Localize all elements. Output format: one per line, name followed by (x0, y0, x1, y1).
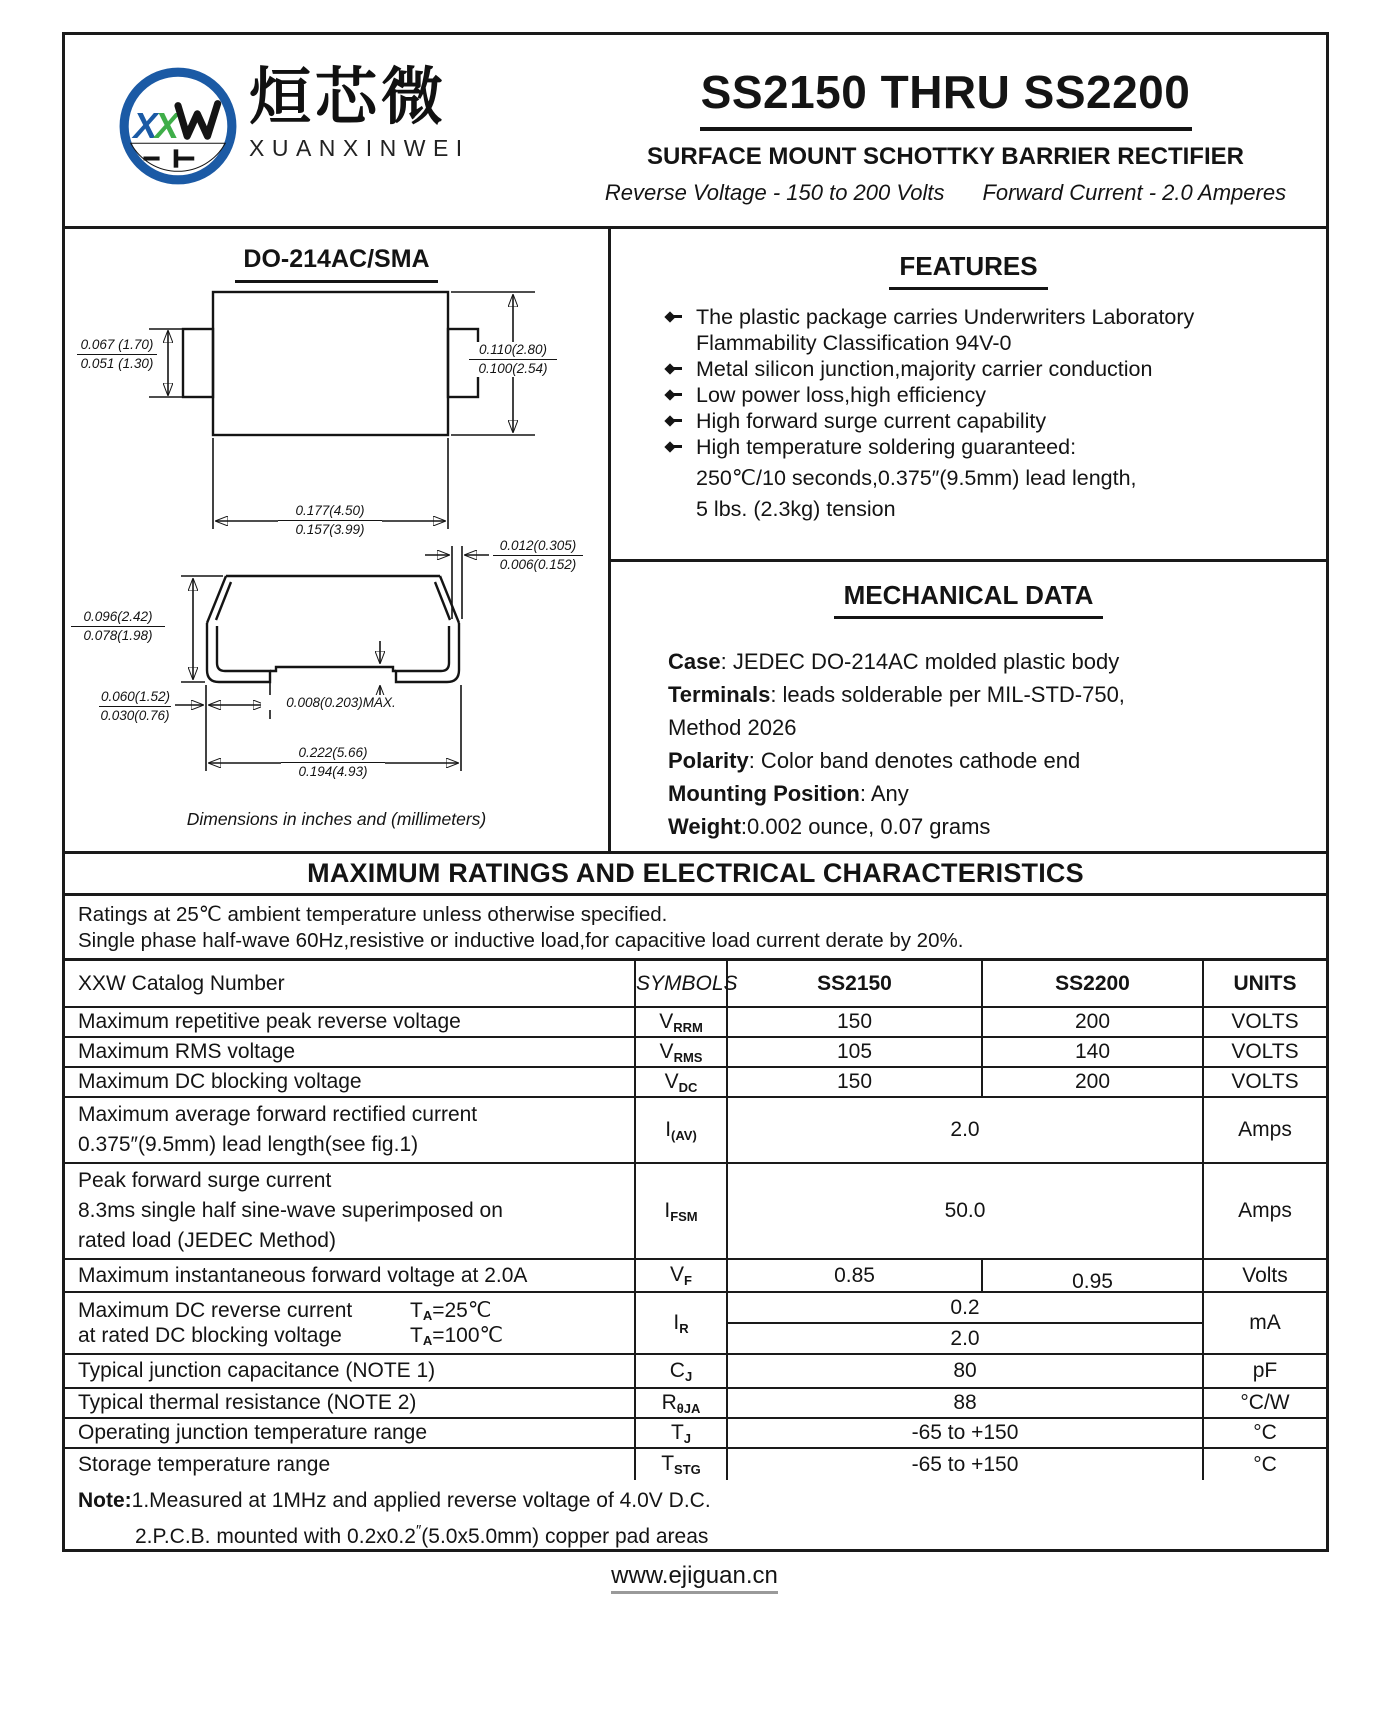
row-name-line: 0.375″(9.5mm) lead length(see fig.1) (78, 1133, 419, 1156)
row-unit: °C (1203, 1418, 1326, 1448)
logo-letter-x1: X (133, 105, 158, 147)
electrical-characteristics-table (65, 961, 1326, 1480)
features-section (611, 229, 1326, 562)
note-text: (5.0x5.0mm) copper pad areas (421, 1525, 709, 1548)
symbol-sub: RRM (673, 1019, 703, 1035)
diamond-arrow-left-icon (666, 313, 688, 321)
dim-body-width (278, 503, 382, 538)
dim-value: 0.194(4.93) (298, 763, 368, 779)
column-header-ss2150: SS2150 (727, 961, 982, 1007)
row-name: Maximum RMS voltage (65, 1037, 635, 1067)
dim-value: 0.157(3.99) (295, 521, 365, 537)
title-rule (700, 127, 1192, 131)
row-name-line: Peak forward surge current (78, 1169, 332, 1192)
feature-continuation: 250℃/10 seconds,0.375″(9.5mm) lead length, (696, 465, 1137, 490)
xxw-circle-diode-icon (117, 63, 239, 189)
dim-value: 0.006(0.152) (499, 556, 577, 572)
symbol-sub: F (684, 1273, 692, 1288)
value-ss2150: 105 (727, 1037, 982, 1067)
table-row (65, 1418, 1326, 1448)
row-name: Typical junction capacitance (NOTE 1) (65, 1354, 635, 1388)
row-name: Maximum instantaneous forward voltage at 2.0A (65, 1259, 635, 1292)
row-name-line: Maximum average forward rectified current (78, 1103, 478, 1126)
dim-lead-thickness (493, 538, 583, 573)
dim-body-height (469, 342, 557, 377)
symbol-main: V (670, 1263, 685, 1286)
mech-label: Terminals (668, 681, 771, 707)
mech-label: Case (668, 648, 721, 674)
list-item (668, 777, 1326, 810)
list-item (668, 678, 1326, 711)
symbol-sub: J (683, 1430, 692, 1446)
row-unit: mA (1203, 1292, 1326, 1354)
row-name-line: 8.3ms single half sine-wave superimposed on (78, 1199, 503, 1222)
feature-text: Low power loss,high efficiency (696, 382, 987, 407)
notes-section (65, 1480, 1326, 1549)
dim-tab-height (77, 337, 157, 372)
mech-text: : Color band denotes cathode end (748, 747, 1081, 773)
note-text: 2.P.C.B. mounted with 0.2x0.2 (135, 1525, 416, 1548)
symbol-sub: J (684, 1368, 693, 1384)
note-text: 1.Measured at 1MHz and applied reverse voltage of 4.0V D.C. (131, 1489, 711, 1512)
condition-value (410, 1324, 503, 1347)
table-row (65, 1259, 1326, 1292)
list-item (668, 744, 1326, 777)
value-ss2150: 0.85 (727, 1259, 982, 1292)
package-side-view-drawing (175, 546, 489, 771)
row-symbol (635, 1163, 727, 1259)
table-row (65, 1067, 1326, 1097)
dim-package-height (71, 609, 165, 644)
row-symbol (635, 1292, 727, 1354)
dim-value: 0.078(1.98) (83, 627, 153, 643)
tagline-reverse-voltage: Reverse Voltage - 150 to 200 Volts (604, 180, 945, 205)
header (65, 35, 1326, 229)
condition-symbol: T (410, 1324, 423, 1347)
condition-symbol-sub: A (422, 1308, 433, 1323)
row-name-line (78, 1323, 626, 1348)
column-header-ss2200: SS2200 (982, 961, 1203, 1007)
dim-standoff: 0.008(0.203)MAX. (261, 695, 421, 710)
logo-letter-x2: X (154, 105, 180, 147)
value-merged: 88 (727, 1388, 1203, 1418)
row-symbol (635, 1418, 727, 1448)
diamond-arrow-left-icon (666, 443, 688, 451)
table-row (65, 1097, 1326, 1163)
table-row (65, 1037, 1326, 1067)
ratings-condition-line: Single phase half-wave 60Hz,resistive or inductive load,for capacitive load current derate by 20%. (78, 928, 964, 952)
title-block (565, 35, 1326, 226)
feature-text: High temperature soldering guaranteed: (696, 434, 1077, 459)
mechanical-data-list (611, 645, 1326, 843)
row-unit: Amps (1203, 1097, 1326, 1163)
dim-value: 0.012(0.305) (493, 538, 583, 556)
value-merged: 2.0 (727, 1323, 1203, 1354)
mech-text: :0.002 ounce, 0.07 grams (740, 813, 991, 839)
dim-overall-width (281, 745, 385, 780)
column-header-units: UNITS (1203, 961, 1326, 1007)
list-item (666, 434, 1306, 460)
note-line (78, 1489, 1326, 1513)
condition-rest: =100℃ (432, 1324, 504, 1347)
website-link[interactable]: www.ejiguan.cn (611, 1562, 778, 1594)
value-ss2200 (982, 1259, 1203, 1292)
tagline-forward-current: Forward Current - 2.0 Amperes (982, 180, 1287, 205)
mech-label: Polarity (668, 747, 749, 773)
row-name: Storage temperature range (65, 1448, 635, 1480)
symbol-main: V (659, 1009, 674, 1033)
value-ss2150: 150 (727, 1067, 982, 1097)
device-subtitle: SURFACE MOUNT SCHOTTKY BARRIER RECTIFIER (647, 143, 1244, 170)
row-name: Typical thermal resistance (NOTE 2) (65, 1388, 635, 1418)
logo-chinese-name: 烜芯微 (249, 63, 448, 132)
mech-text: Method 2026 (668, 714, 797, 740)
value-merged: 80 (727, 1354, 1203, 1388)
column-header-catalog: XXW Catalog Number (65, 961, 635, 1007)
mech-text: : JEDEC DO-214AC molded plastic body (720, 648, 1120, 674)
dim-value: 0.100(2.54) (478, 360, 548, 376)
ratings-banner: MAXIMUM RATINGS AND ELECTRICAL CHARACTERISTICS (65, 854, 1326, 896)
symbol-main: C (669, 1358, 685, 1382)
symbol-sub: (AV) (671, 1127, 697, 1143)
value-text: 0.95 (1072, 1269, 1113, 1293)
logo-text (249, 63, 470, 226)
condition-label: Maximum DC reverse current (78, 1299, 353, 1322)
diamond-arrow-left-icon (666, 391, 688, 399)
row-name-line: rated load (JEDEC Method) (78, 1229, 336, 1252)
value-ss2200: 200 (982, 1007, 1203, 1037)
value-ss2200: 140 (982, 1037, 1203, 1067)
symbol-main: T (670, 1420, 684, 1444)
dim-value: 0.177(4.50) (278, 503, 382, 521)
mech-label: Weight (668, 813, 741, 839)
symbol-main: I (665, 1117, 672, 1141)
dim-value: 0.060(1.52) (99, 689, 171, 707)
condition-label: at rated DC blocking voltage (78, 1324, 342, 1347)
row-unit: °C/W (1203, 1388, 1326, 1418)
row-symbol (635, 1448, 727, 1480)
row-name: Operating junction temperature range (65, 1418, 635, 1448)
value-ss2150: 150 (727, 1007, 982, 1037)
logo (65, 35, 565, 226)
row-unit: Volts (1203, 1259, 1326, 1292)
symbol-main: T (661, 1452, 675, 1475)
symbol-main: I (664, 1198, 671, 1222)
tagline (565, 180, 1326, 206)
condition-rest: =25℃ (432, 1299, 492, 1322)
row-symbol (635, 1097, 727, 1163)
row-unit: VOLTS (1203, 1037, 1326, 1067)
mechanical-data-title (611, 580, 1326, 619)
row-name: Maximum DC blocking voltage (65, 1067, 635, 1097)
part-number-range: SS2150 THRU SS2200 (700, 66, 1191, 118)
dim-value: 0.051 (1.30) (80, 355, 154, 371)
row-symbol (635, 1037, 727, 1067)
list-item (666, 356, 1306, 382)
dim-value: 0.222(5.66) (281, 745, 385, 763)
feature-text: Metal silicon junction,majority carrier conduction (696, 356, 1153, 381)
footer (0, 1562, 1389, 1594)
features-mechanical-panel (611, 229, 1326, 851)
list-item (668, 711, 1326, 744)
symbol-main: V (664, 1069, 679, 1093)
dim-value: 0.030(0.76) (100, 707, 170, 723)
row-unit: pF (1203, 1354, 1326, 1388)
table-row (65, 1448, 1326, 1480)
table-row (65, 1163, 1326, 1259)
dim-value: 0.110(2.80) (469, 342, 557, 360)
feature-text: High forward surge current capability (696, 408, 1047, 433)
drawing-and-features-section (65, 229, 1326, 854)
symbol-sub: FSM (670, 1208, 698, 1224)
table-row (65, 1388, 1326, 1418)
list-item (666, 382, 1306, 408)
condition-symbol-sub: A (422, 1333, 433, 1348)
dim-value: 0.067 (1.70) (77, 337, 157, 355)
feature-text: Flammability Classification 94V-0 (696, 330, 1012, 355)
column-header-symbols: SYMBOLS (635, 961, 727, 1007)
symbol-main: I (673, 1310, 680, 1334)
note-sup: ″ (415, 1522, 422, 1539)
row-symbol (635, 1354, 727, 1388)
mech-text: : leads solderable per MIL-STD-750, (770, 681, 1125, 707)
features-title-text: FEATURES (889, 251, 1047, 290)
diamond-arrow-left-icon (666, 365, 688, 373)
ratings-condition-line: Ratings at 25℃ ambient temperature unless otherwise specified. (78, 902, 668, 926)
value-merged: 2.0 (727, 1097, 1203, 1163)
list-item (668, 810, 1326, 843)
row-symbol (635, 1259, 727, 1292)
package-name-text: DO-214AC/SMA (235, 245, 437, 283)
logo-romanized-name: XUANXINWEI (249, 135, 470, 161)
ratings-conditions (65, 896, 1326, 961)
symbol-sub: R (679, 1320, 689, 1336)
row-unit: VOLTS (1203, 1067, 1326, 1097)
symbol-sub: RMS (673, 1049, 703, 1065)
symbol-main: V (659, 1039, 674, 1063)
table-row (65, 1354, 1326, 1388)
package-top-view-drawing (149, 292, 535, 529)
row-name (65, 1163, 635, 1259)
datasheet-frame (62, 32, 1329, 1552)
row-name (65, 1292, 635, 1354)
mech-text: : Any (859, 780, 909, 806)
table-row (65, 1292, 1326, 1323)
features-list (611, 304, 1326, 522)
row-name: Maximum repetitive peak reverse voltage (65, 1007, 635, 1037)
list-item (666, 408, 1306, 434)
note-label: Note: (78, 1489, 132, 1512)
value-merged: 50.0 (727, 1163, 1203, 1259)
value-merged: 0.2 (727, 1292, 1203, 1323)
feature-text: The plastic package carries Underwriters Laboratory (696, 304, 1195, 329)
symbol-sub: θJA (676, 1400, 701, 1416)
value-merged: -65 to +150 (727, 1448, 1203, 1480)
row-name (65, 1097, 635, 1163)
row-symbol (635, 1388, 727, 1418)
row-symbol (635, 1007, 727, 1037)
dimension-caption: Dimensions in inches and (millimeters) (186, 808, 487, 829)
row-symbol (635, 1067, 727, 1097)
row-unit: °C (1203, 1448, 1326, 1480)
diamond-arrow-left-icon (666, 417, 688, 425)
list-item (666, 304, 1306, 356)
condition-value (410, 1299, 491, 1322)
mechanical-data-title-text: MECHANICAL DATA (834, 580, 1104, 619)
value-merged: -65 to +150 (727, 1418, 1203, 1448)
mechanical-data-section (611, 562, 1326, 851)
table-row (65, 1007, 1326, 1037)
dim-value: 0.096(2.42) (71, 609, 165, 627)
row-unit: Amps (1203, 1163, 1326, 1259)
symbol-sub: STG (674, 1462, 701, 1477)
package-drawing-panel (65, 229, 611, 851)
condition-symbol: T (410, 1299, 423, 1322)
list-item (668, 645, 1326, 678)
feature-continuation: 5 lbs. (2.3kg) tension (696, 496, 896, 521)
row-unit: VOLTS (1203, 1007, 1326, 1037)
table-header-row (65, 961, 1326, 1007)
row-name-line (78, 1298, 626, 1323)
note-line (78, 1522, 1326, 1549)
dim-foot-length (99, 689, 171, 724)
features-title (611, 251, 1326, 290)
symbol-main: R (661, 1390, 677, 1414)
mech-label: Mounting Position (668, 780, 860, 806)
value-ss2200: 200 (982, 1067, 1203, 1097)
symbol-sub: DC (678, 1079, 698, 1095)
